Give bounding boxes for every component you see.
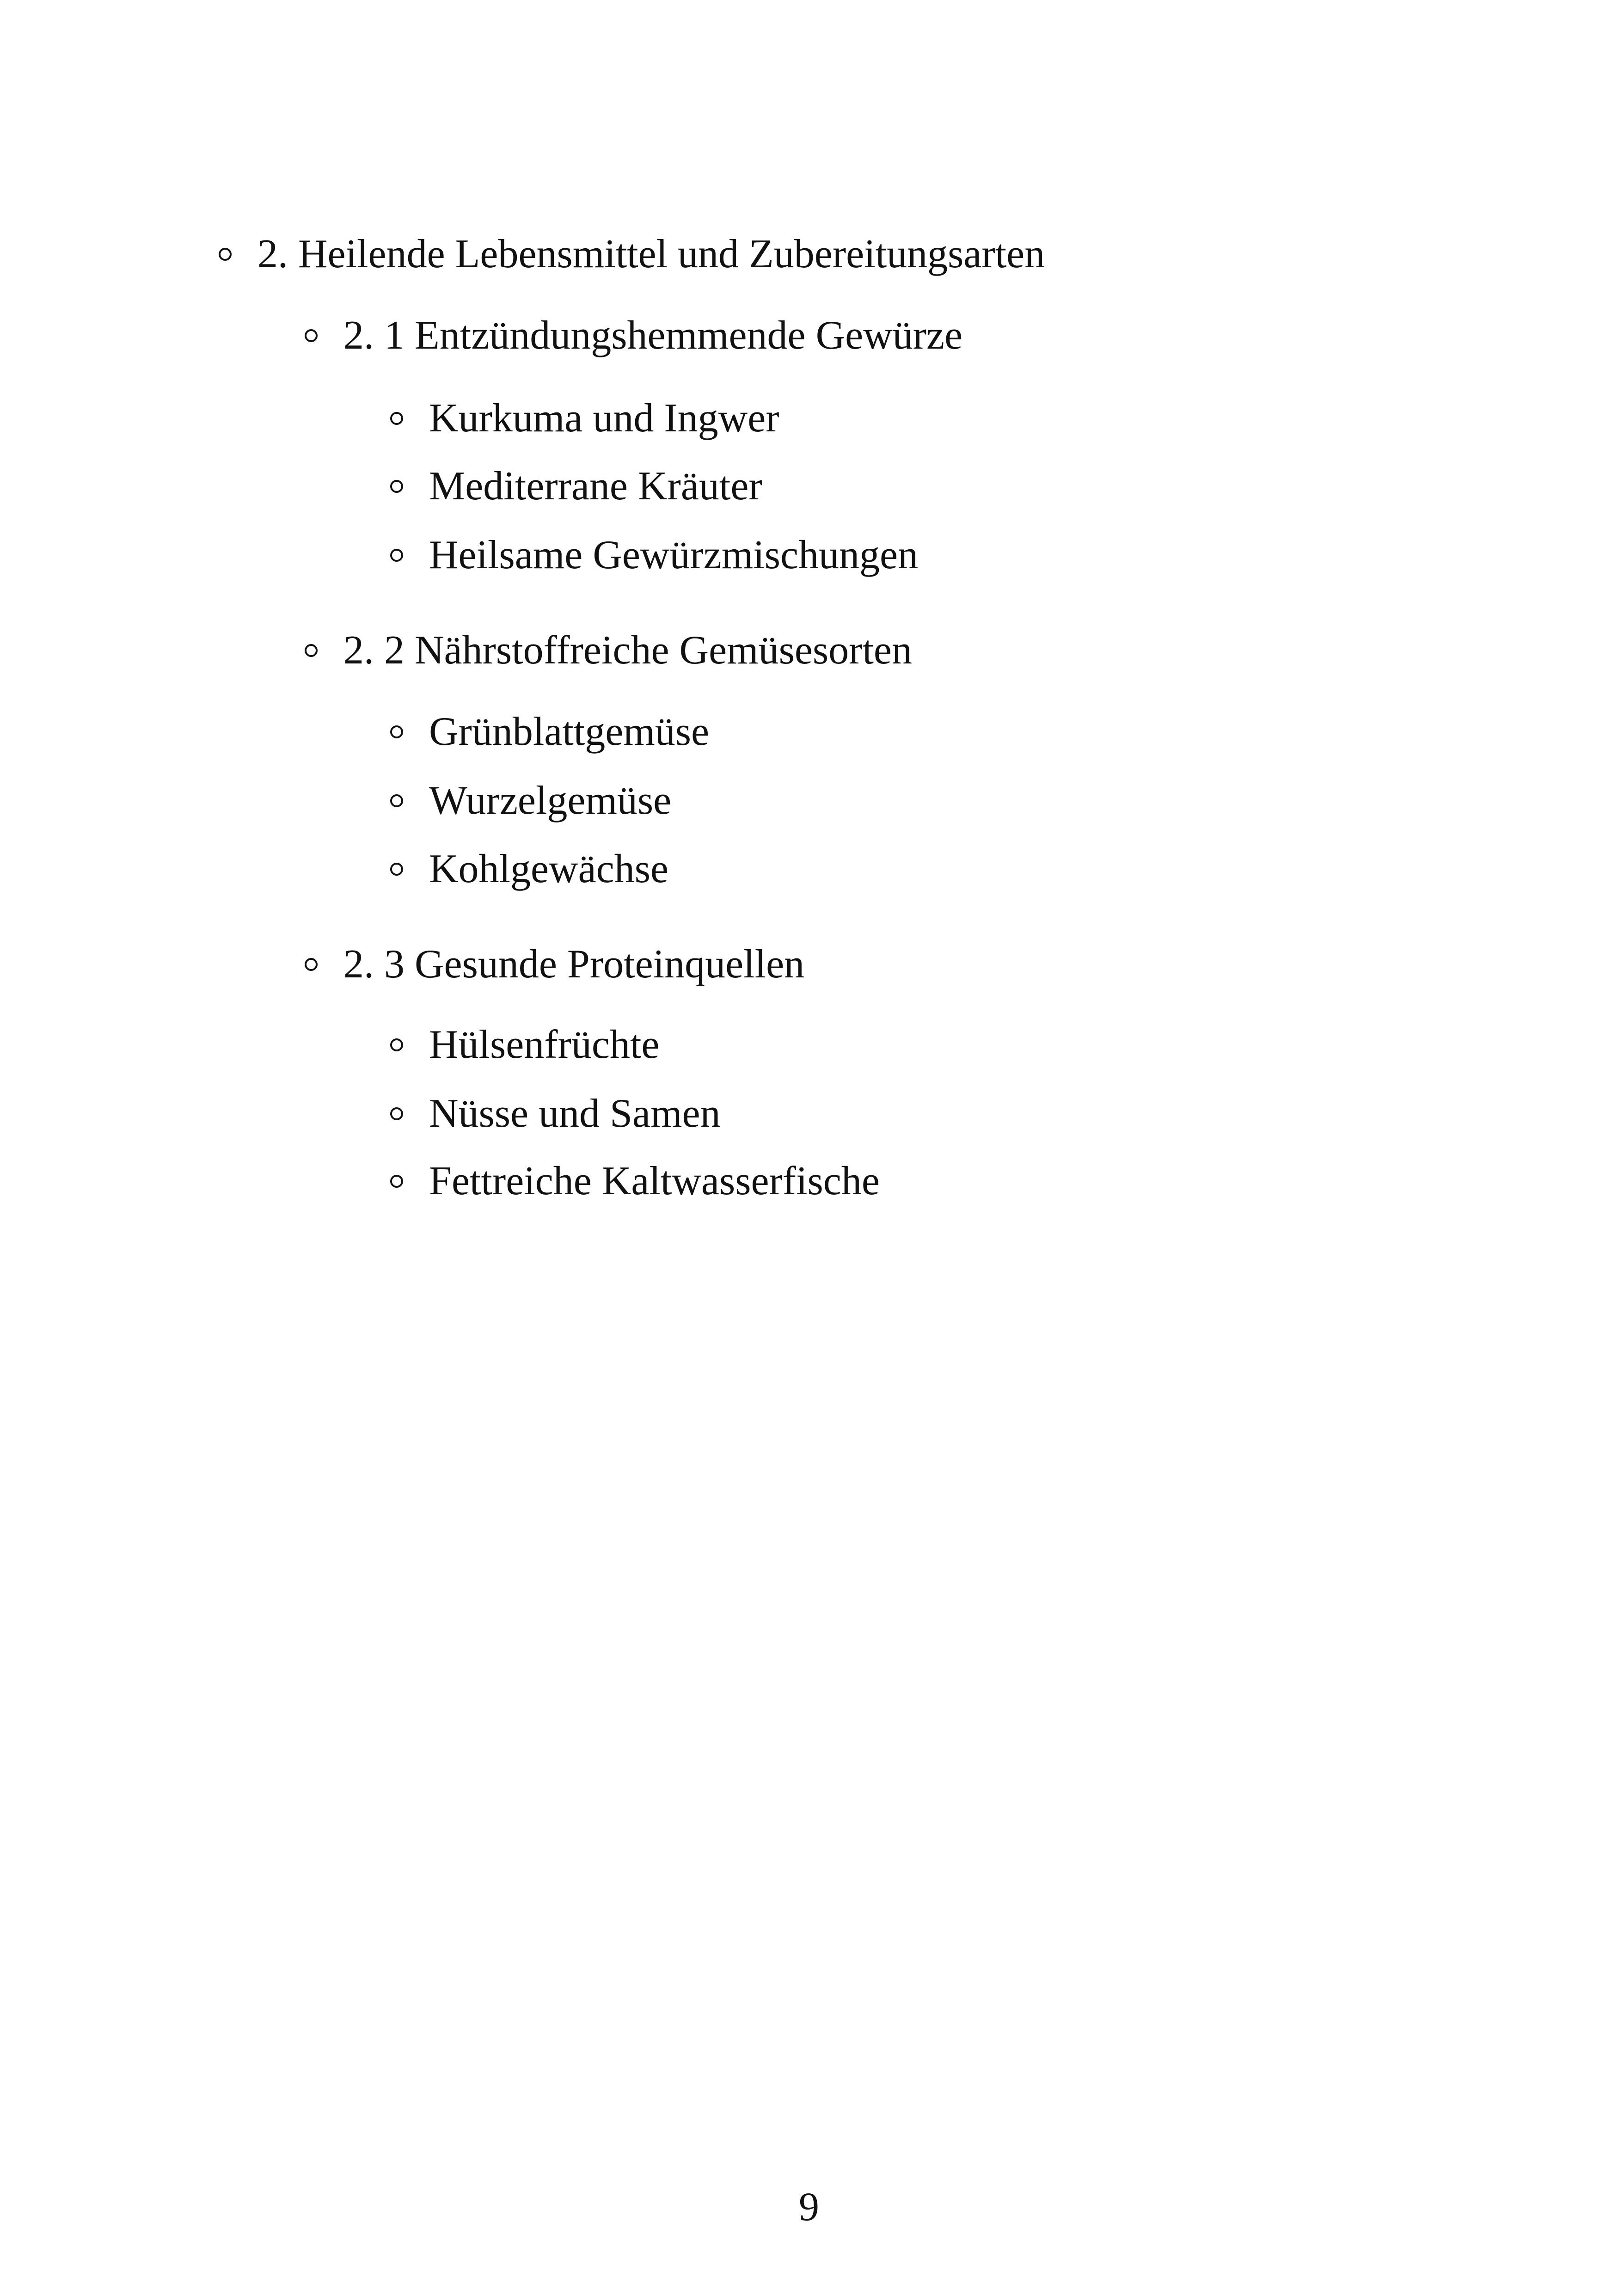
subsection-title: 2. 3 Gesunde Proteinquellen — [343, 942, 805, 987]
outline-item — [429, 709, 709, 755]
outline-item-label: Heilsame Gewürzmischungen — [429, 533, 919, 577]
outline-item — [429, 1091, 721, 1137]
outline-item-subsection-2-3 — [343, 941, 804, 988]
section-title: 2. Heilende Lebensmittel und Zubereitungsarten — [257, 232, 1045, 276]
outline-item — [429, 846, 668, 892]
outline-item — [429, 395, 779, 442]
outline-item-label: Mediterrane Kräuter — [429, 464, 762, 509]
outline-item-label: Hülsenfrüchte — [429, 1022, 660, 1067]
circle-bullet-icon — [219, 248, 232, 261]
circle-bullet-icon — [390, 794, 403, 807]
outline-item-label: Grünblattgemüse — [429, 709, 710, 754]
circle-bullet-icon — [390, 725, 403, 738]
circle-bullet-icon — [390, 1175, 403, 1188]
outline-item — [429, 1158, 880, 1204]
outline-item — [429, 532, 918, 578]
outline-item-section-2 — [257, 231, 1045, 277]
outline-item-label: Kohlgewächse — [429, 847, 669, 891]
circle-bullet-icon — [390, 549, 403, 562]
circle-bullet-icon — [390, 863, 403, 876]
circle-bullet-icon — [390, 412, 403, 425]
outline-item-label: Nüsse und Samen — [429, 1091, 721, 1136]
outline-item-label: Kurkuma und Ingwer — [429, 396, 779, 441]
circle-bullet-icon — [390, 480, 403, 493]
circle-bullet-icon — [390, 1107, 403, 1120]
outline-item-label: Fettreiche Kaltwasserfische — [429, 1159, 880, 1203]
outline-item — [429, 463, 762, 510]
circle-bullet-icon — [390, 1038, 403, 1051]
outline-item-subsection-2-2 — [343, 627, 912, 674]
page-number: 9 — [799, 2185, 819, 2229]
outline-item-subsection-2-1 — [343, 313, 962, 359]
subsection-title: 2. 1 Entzündungshemmende Gewürze — [343, 313, 963, 358]
circle-bullet-icon — [305, 644, 318, 657]
circle-bullet-icon — [305, 329, 318, 342]
outline-item — [429, 778, 671, 824]
outline-item — [429, 1022, 659, 1068]
subsection-title: 2. 2 Nährstoffreiche Gemüsesorten — [343, 628, 912, 673]
circle-bullet-icon — [305, 958, 318, 971]
outline-item-label: Wurzelgemüse — [429, 778, 672, 823]
